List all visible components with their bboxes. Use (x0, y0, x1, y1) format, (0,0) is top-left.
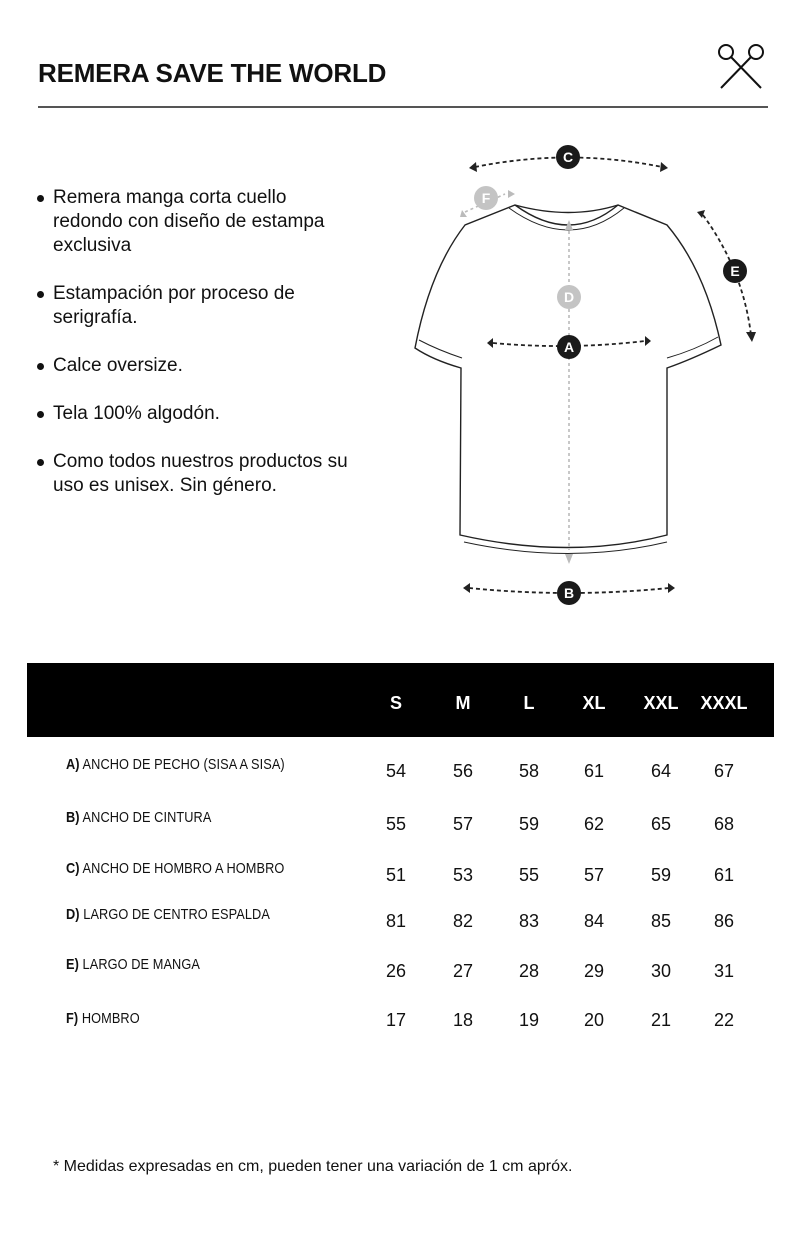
table-cell: 85 (650, 911, 672, 931)
table-cell: 61 (713, 865, 735, 885)
size-header-m: M (455, 693, 471, 713)
table-cell: 56 (452, 761, 474, 781)
marker-e (723, 259, 747, 283)
feature-item: Estampación por proceso de serigrafía. (34, 282, 354, 330)
table-cell: 64 (650, 761, 672, 781)
scissors-icon (716, 42, 766, 90)
table-cell: 28 (518, 961, 540, 981)
row-label-b: B) ANCHO DE CINTURA (66, 809, 212, 826)
table-cell: 59 (650, 865, 672, 885)
marker-d-label: D (563, 289, 575, 305)
table-cell: 57 (452, 814, 474, 834)
table-cell: 81 (385, 911, 407, 931)
table-cell: 51 (385, 865, 407, 885)
table-cell: 30 (650, 961, 672, 981)
feature-item: Remera manga corta cuello redondo con diseño de estampa exclusiva (34, 186, 354, 258)
table-cell: 54 (385, 761, 407, 781)
marker-e-label: E (730, 263, 740, 279)
row-label-a: A) ANCHO DE PECHO (SISA A SISA) (66, 756, 285, 773)
size-header-l: L (523, 693, 535, 713)
marker-c (556, 145, 580, 169)
table-cell: 29 (583, 961, 605, 981)
size-header-xxxl: XXXL (700, 693, 748, 713)
tshirt-outline (415, 205, 721, 554)
marker-b (557, 581, 581, 605)
size-header-xxl: XXL (643, 693, 679, 713)
feature-item: Calce oversize. (34, 354, 354, 378)
table-cell: 57 (583, 865, 605, 885)
feature-item: Tela 100% algodón. (34, 402, 354, 426)
row-label-c: C) ANCHO DE HOMBRO A HOMBRO (66, 860, 285, 877)
table-cell: 31 (713, 961, 735, 981)
table-cell: 19 (518, 1010, 540, 1030)
footnote: * Medidas expresadas en cm, pueden tener una variación de 1 cm apróx. (53, 1158, 573, 1175)
marker-f (474, 186, 498, 210)
marker-f-label: F (481, 190, 491, 206)
marker-c-label: C (562, 149, 574, 165)
marker-d (557, 285, 581, 309)
marker-a-label: A (563, 339, 575, 355)
marker-b-label: B (563, 585, 575, 601)
product-title: REMERA SAVE THE WORLD (38, 58, 387, 88)
table-cell: 18 (452, 1010, 474, 1030)
table-cell: 67 (713, 761, 735, 781)
table-cell: 82 (452, 911, 474, 931)
table-cell: 21 (650, 1010, 672, 1030)
row-label-d: D) LARGO DE CENTRO ESPALDA (66, 906, 270, 923)
row-label-f: F) HOMBRO (66, 1010, 140, 1027)
table-cell: 17 (385, 1010, 407, 1030)
tshirt-measurement-diagram (405, 140, 775, 610)
table-cell: 83 (518, 911, 540, 931)
table-cell: 61 (583, 761, 605, 781)
table-cell: 53 (452, 865, 474, 885)
size-table-header (27, 663, 774, 737)
feature-list (34, 186, 354, 522)
table-cell: 86 (713, 911, 735, 931)
table-cell: 68 (713, 814, 735, 834)
size-header-xl: XL (582, 693, 606, 713)
table-cell: 22 (713, 1010, 735, 1030)
table-cell: 62 (583, 814, 605, 834)
table-cell: 58 (518, 761, 540, 781)
title-divider (38, 106, 768, 108)
table-cell: 26 (385, 961, 407, 981)
table-cell: 59 (518, 814, 540, 834)
table-cell: 20 (583, 1010, 605, 1030)
table-cell: 55 (518, 865, 540, 885)
table-cell: 84 (583, 911, 605, 931)
marker-a (557, 335, 581, 359)
size-header-s: S (389, 693, 402, 713)
row-label-e: E) LARGO DE MANGA (66, 956, 200, 973)
table-cell: 27 (452, 961, 474, 981)
feature-item: Como todos nuestros productos su uso es unisex. Sin género. (34, 450, 354, 498)
table-cell: 55 (385, 814, 407, 834)
table-cell: 65 (650, 814, 672, 834)
